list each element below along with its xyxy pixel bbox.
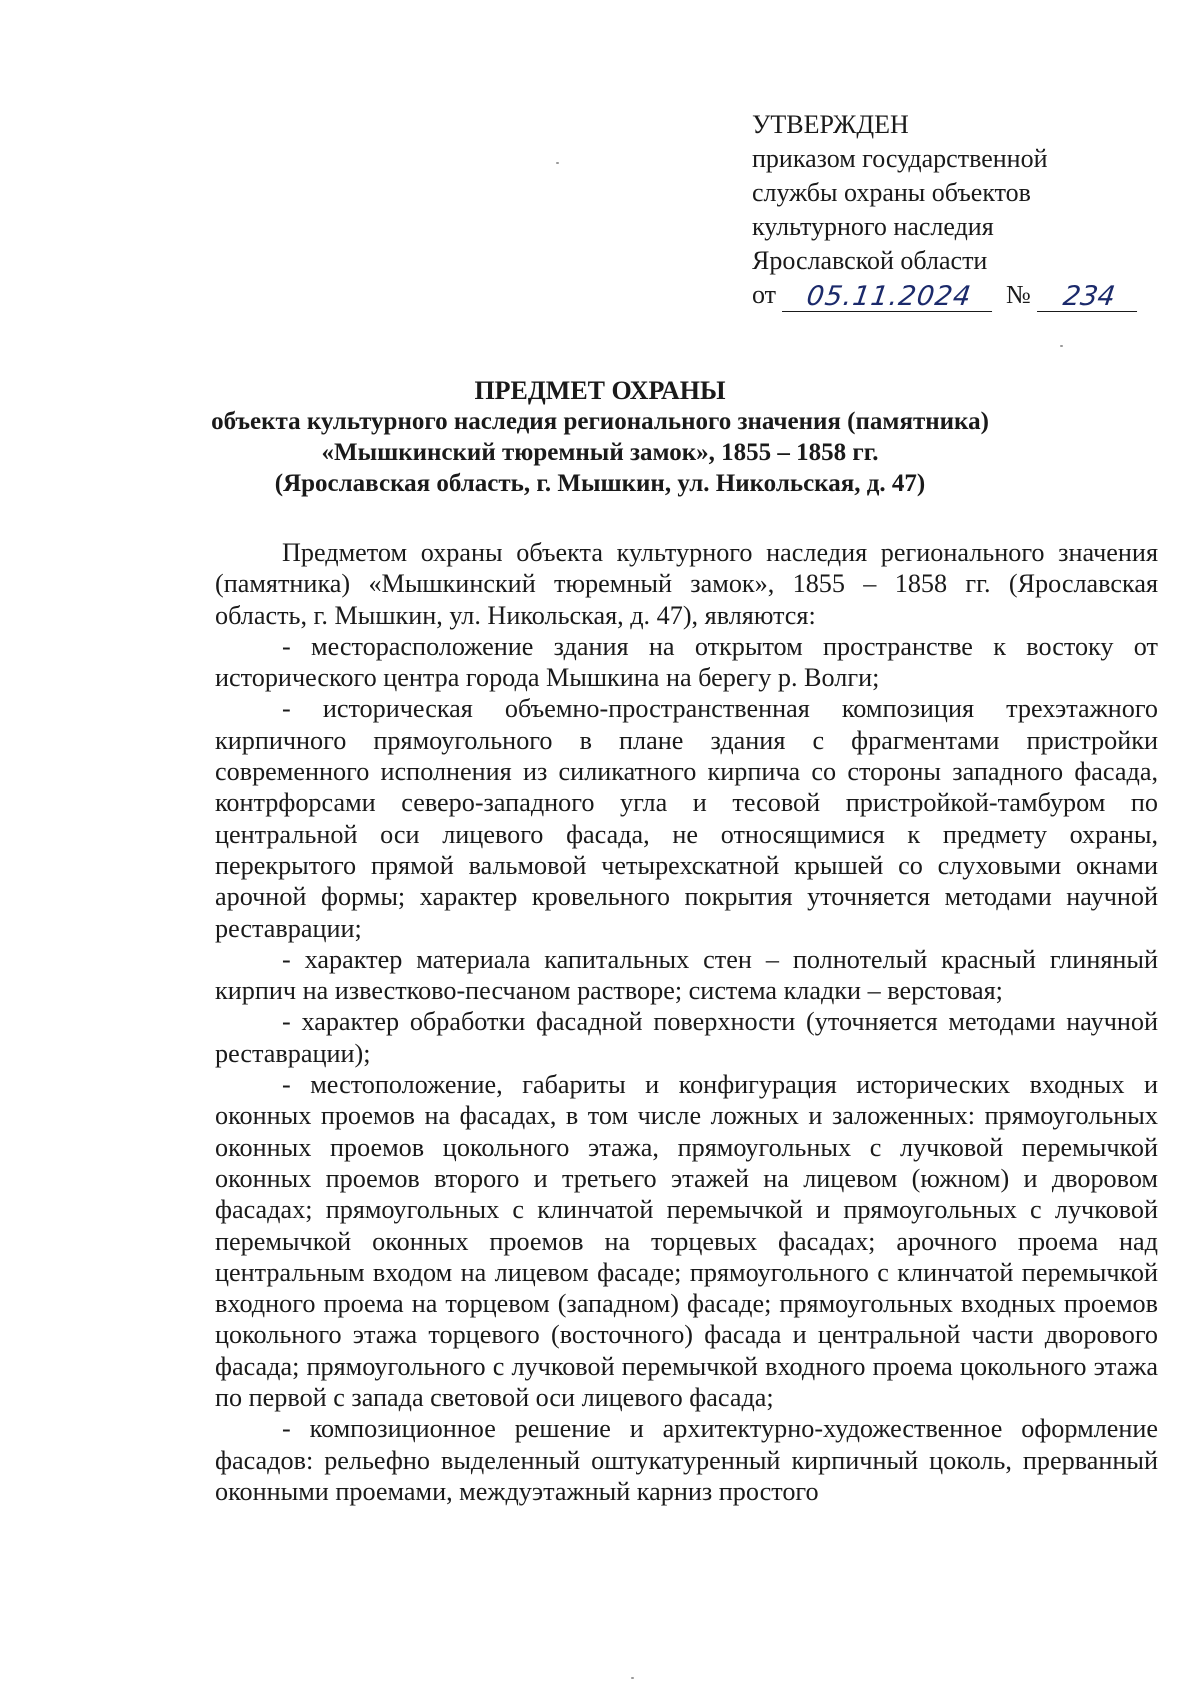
body-paragraph: - месторасположение здания на открытом пространстве к востоку от исторического центра города Мышкина на берегу р. Волги;	[215, 631, 1158, 693]
body-paragraph: - композиционное решение и архитектурно-художественное оформление фасадов: рельефно выделенный оштукатуренный кирпичный цоколь, прерванный оконными проемами, междуэтажный карниз простого	[215, 1414, 1158, 1506]
body-paragraph: - характер материала капитальных стен – полнотелый красный глиняный кирпич на известково-песчаном растворе; система кладки – верстовая;	[215, 944, 1158, 1006]
title-line: «Мышкинский тюремный замок», 1855 – 1858 гг.	[321, 439, 879, 466]
document-title	[150, 375, 1050, 499]
scan-speck	[631, 1677, 634, 1679]
body-paragraph: - характер обработки фасадной поверхности (уточняется методами научной реставрации);	[215, 1007, 1158, 1068]
scan-speck	[556, 162, 559, 164]
number-sign: №	[1006, 280, 1031, 309]
scan-speck	[1060, 345, 1063, 347]
order-date-number	[752, 278, 1139, 312]
body-paragraph: - местоположение, габариты и конфигурация исторических входных и оконных проемов на фасадах, в том числе ложных и заложенных: прямоугольных оконных проемов цокольного этажа, прямоугольных с лучковой перемычкой оконных проемов второго и третьего этажей на лицевом (южном) и дворовом фасадах; прямоугольных с клинчатой перемычкой и прямоугольных с лучковой перемычкой оконных проемов на торцевых фасадах; арочного проема над центральным входом на лицевом фасаде; прямоугольного с клинчатой перемычкой входного проема на торцевом (западном) фасаде; прямоугольных входных проемов цокольного этажа торцевого (восточного) фасада и центральной части дворового фасада; прямоугольного с лучковой перемычкой входного проема цокольного этажа по первой с запада световой оси лицевого фасада;	[215, 1070, 1158, 1413]
body-paragraph: Предметом охраны объекта культурного наследия регионального значения (памятника) «Мышкинский тюремный замок», 1855 – 1858 гг. (Ярославская область, г. Мышкин, ул. Никольская, д. 47), являются:	[215, 538, 1158, 630]
handwritten-date: 05.11.2024	[782, 283, 996, 312]
title-main: ПРЕДМЕТ ОХРАНЫ	[474, 376, 726, 405]
approval-line: службы охраны объектов	[752, 178, 1031, 207]
approval-heading: УТВЕРЖДЕН	[752, 110, 909, 139]
body-paragraph: - историческая объемно-пространственная композиция трехэтажного кирпичного прямоугольного в плане здания с фрагментами пристройки современного исполнения из силикатного кирпича со стороны западного фасада, контрфорсами северо-западного угла и тесовой пристройкой-тамбуром по центральной оси лицевого фасада, не относящимися к предмету охраны, перекрытого прямой вальмовой четырехскатной крышей со слуховыми окнами арочной формы; характер кровельного покрытия уточняется методами научной реставрации;	[215, 694, 1158, 943]
approval-line: приказом государственной	[752, 144, 1048, 173]
handwritten-number: 234	[1037, 283, 1141, 312]
document-body	[215, 537, 1158, 1507]
title-line: объекта культурного наследия регионального значения (памятника)	[211, 408, 989, 435]
date-prefix: от	[752, 280, 777, 309]
approval-block	[752, 108, 1139, 312]
approval-line: Ярославской области	[752, 246, 988, 275]
title-line: (Ярославская область, г. Мышкин, ул. Никольская, д. 47)	[274, 470, 926, 497]
approval-line: культурного наследия	[752, 212, 994, 241]
